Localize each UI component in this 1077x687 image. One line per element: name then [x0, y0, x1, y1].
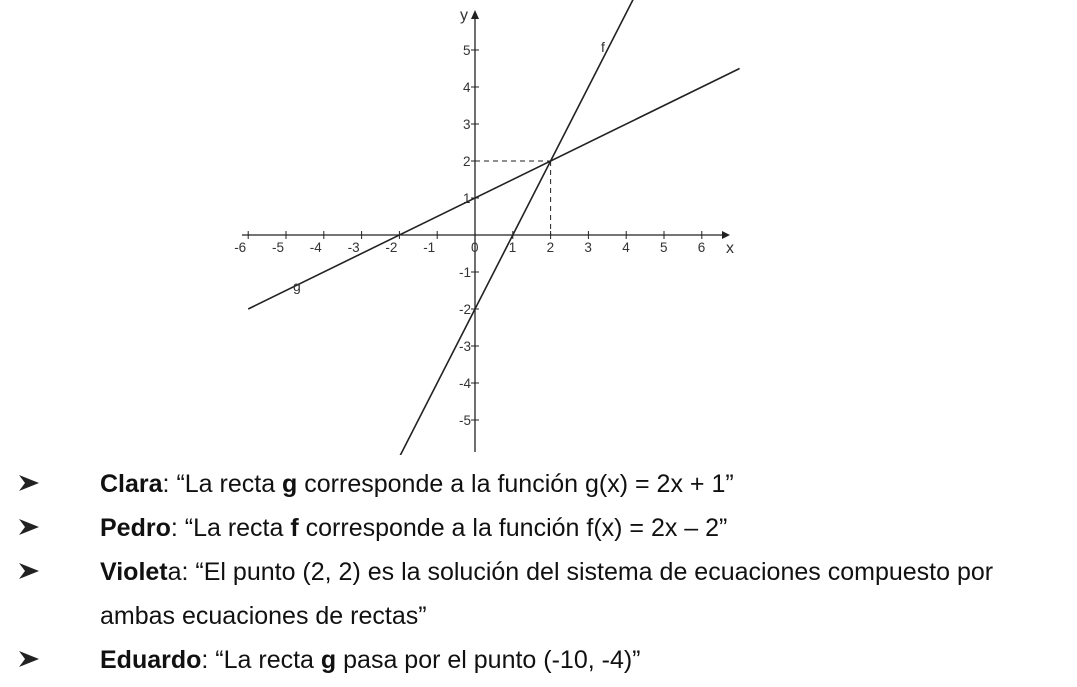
speaker-name: Pedro — [100, 514, 171, 542]
x-tick-label: -2 — [385, 240, 398, 255]
arrow-bullet-icon — [18, 462, 42, 506]
arrow-bullet-icon — [18, 638, 42, 682]
x-tick-label: 5 — [660, 240, 668, 255]
line-f — [396, 0, 638, 455]
y-tick-label: -5 — [459, 413, 472, 428]
x-tick-label: -3 — [347, 240, 360, 255]
statement-continuation: ambas ecuaciones de rectas” — [100, 602, 427, 630]
x-axis-arrowhead — [722, 231, 730, 239]
x-tick-label: -5 — [272, 240, 285, 255]
y-tick-label: -4 — [459, 376, 472, 391]
series-label-g: g — [293, 278, 301, 294]
statements-list — [0, 462, 1077, 682]
statement-eduardo: Eduardo: “La recta g pasa por el punto (-10, -4)” — [0, 638, 1077, 682]
x-tick-label: -4 — [309, 240, 322, 255]
x-tick-label: -1 — [423, 240, 436, 255]
y-tick-label: 3 — [463, 117, 471, 132]
y-tick-label: -3 — [459, 339, 472, 354]
x-tick-label: 6 — [697, 240, 706, 255]
x-tick-label: 2 — [546, 240, 555, 255]
y-tick-label: -2 — [459, 302, 472, 317]
y-tick-label: -1 — [459, 265, 472, 280]
y-axis-arrowhead — [471, 10, 479, 19]
series-label-f: f — [601, 39, 605, 55]
y-axis-label: y — [460, 7, 468, 24]
x-tick-label: 4 — [622, 240, 630, 255]
statement-pedro: Pedro: “La recta f corresponde a la función f(x) = 2x – 2” — [0, 506, 1077, 550]
y-tick-label: 2 — [463, 154, 471, 169]
speaker-name: Clara — [100, 470, 163, 498]
y-tick-label: 5 — [463, 43, 471, 58]
x-tick-label: -6 — [234, 240, 247, 255]
speaker-name: Eduardo — [100, 646, 202, 674]
arrow-bullet-icon — [18, 550, 42, 594]
x-tick-label: 3 — [584, 240, 592, 255]
speaker-name: Violet — [100, 558, 168, 586]
statement-clara: Clara: “La recta g corresponde a la función g(x) = 2x + 1” — [0, 462, 1077, 506]
x-tick-label: 1 — [508, 240, 517, 255]
y-tick-label: 4 — [463, 80, 471, 95]
arrow-bullet-icon — [18, 506, 42, 550]
statement-violeta: Violeta: “El punto (2, 2) es la solución del sistema de ecuaciones compuesto por ambas ecuaciones de rectas” — [0, 550, 1077, 638]
x-axis-label: x — [726, 240, 734, 257]
x-tick-label: 0 — [471, 240, 479, 255]
y-tick-label: 1 — [463, 191, 471, 206]
